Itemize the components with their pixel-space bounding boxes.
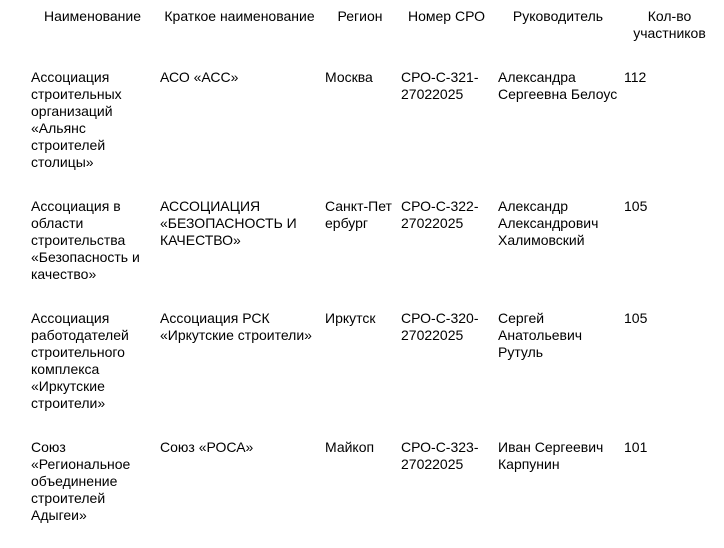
cell-members: 101 — [624, 439, 648, 455]
cell-name: Ассоциация строительных организаций «Альянс строителей столицы» — [31, 69, 122, 170]
cell-name: Ассоциация работодателей строительного комплекса «Иркутские строители» — [31, 310, 129, 411]
header-short-name: Краткое наименование — [164, 8, 315, 24]
cell-members: 105 — [624, 198, 648, 214]
cell-sro-number: СРО-С-323-27022025 — [401, 439, 479, 472]
header-row — [28, 5, 718, 66]
cell-short-name: Ассоциация РСК «Иркутские строители» — [160, 310, 312, 343]
cell-region: Москва — [325, 69, 373, 85]
header-members: Кол-во участников — [633, 8, 706, 41]
cell-short-name: Союз «РОСА» — [160, 439, 254, 455]
cell-region: Майкоп — [325, 439, 375, 455]
header-head: Руководитель — [512, 8, 604, 24]
cell-head: Александр Александрович Халимовский — [498, 198, 599, 248]
cell-name: Союз «Региональное объединение строителей Адыгеи» — [31, 439, 131, 523]
cell-sro-number: СРО-С-322-27022025 — [401, 198, 479, 231]
header-name: Наименование — [43, 8, 142, 24]
cell-name: Ассоциация в области строительства «Безопасность и качество» — [31, 198, 140, 282]
table-row — [28, 436, 718, 548]
header-sro-number: Номер СРО — [407, 8, 485, 24]
table-row — [28, 66, 718, 195]
cell-head: Иван Сергеевич Карпунин — [498, 439, 604, 472]
cell-short-name: АСО «АСС» — [160, 69, 239, 85]
sro-table — [28, 5, 718, 548]
cell-region: Иркутск — [325, 310, 376, 326]
table-row — [28, 195, 718, 307]
cell-members: 105 — [624, 310, 648, 326]
cell-sro-number: СРО-С-321-27022025 — [401, 69, 479, 102]
cell-sro-number: СРО-С-320-27022025 — [401, 310, 479, 343]
table-row — [28, 307, 718, 436]
table-body — [28, 66, 718, 548]
cell-region: Санкт-Петербург — [325, 198, 392, 231]
header-region: Регион — [337, 8, 383, 24]
cell-head: Сергей Анатольевич Рутуль — [498, 310, 583, 360]
table-header — [28, 5, 718, 66]
cell-members: 112 — [624, 69, 647, 85]
cell-short-name: АССОЦИАЦИЯ «БЕЗОПАСНОСТЬ И КАЧЕСТВО» — [160, 198, 297, 248]
cell-head: Александра Сергеевна Белоус — [498, 69, 618, 102]
